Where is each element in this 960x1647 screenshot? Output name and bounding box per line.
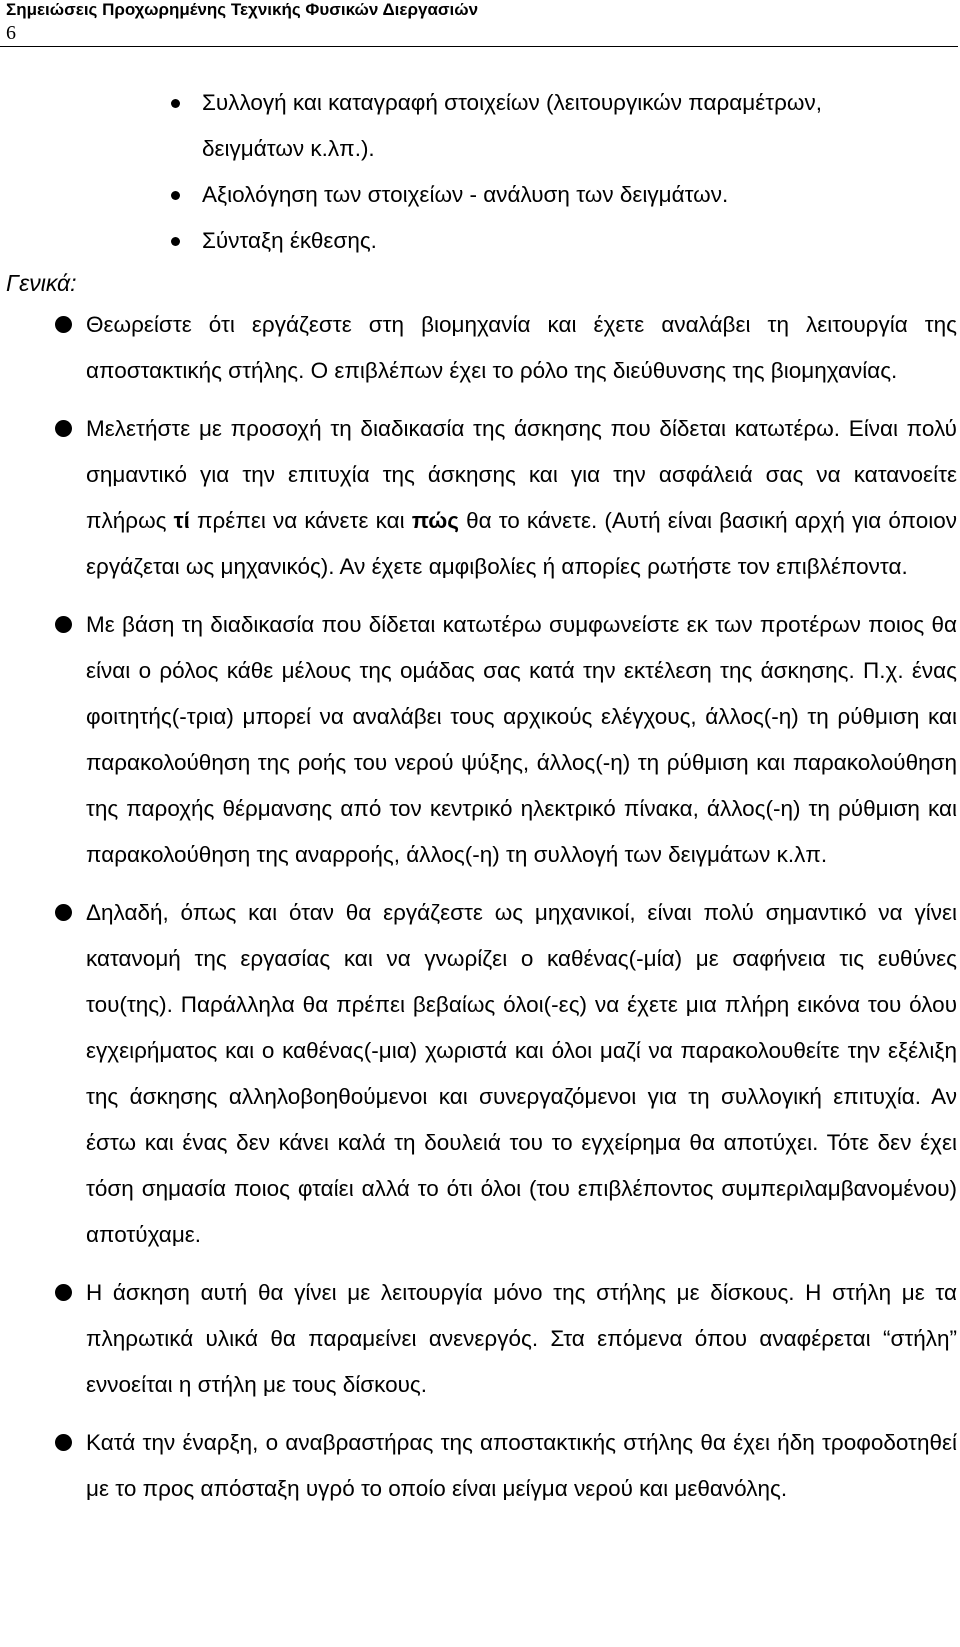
section-heading-general: Γενικά: (6, 270, 77, 296)
bullet-icon (55, 1434, 72, 1451)
bullet-icon (55, 316, 72, 333)
list-item (0, 80, 960, 172)
list-item-text: Η άσκηση αυτή θα γίνει με λειτουργία μόνο της στήλης με δίσκους. Η στήλη με τα πληρωτικά υλικά θα παραμείνει ανενεργός. Στα επόμενα όπου αναφέρεται “στήλη” εννοείται η στήλη με τους δίσκους. (86, 1280, 957, 1397)
bullet-icon (55, 616, 72, 633)
general-notes-list (0, 302, 960, 1524)
bullet-icon (55, 904, 72, 921)
procedure-steps-list (0, 80, 960, 264)
list-item (0, 1420, 957, 1512)
list-item (0, 602, 957, 878)
page-number: 6 (6, 22, 16, 44)
list-item-text: Αξιολόγηση των στοιχείων - ανάλυση των δειγμάτων. (202, 182, 729, 207)
list-item (0, 406, 957, 590)
list-item-text: Με βάση τη διαδικασία που δίδεται κατωτέρω συμφωνείστε εκ των προτέρων ποιος θα είναι ο ρόλος κάθε μέλους της ομάδας σας κατά την εκτέλεση της άσκησης. Π.χ. ένας φοιτητής(-τρια) μπορεί να αναλάβει τους αρχικούς ελέγχους, άλλος(-η) τη ρύθμιση και παρακολούθηση της ροής του νερού ψύξης, άλλος(-η) τη ρύθμιση και παρακολούθηση της παροχής θέρμανσης από τον κεντρικό ηλεκτρικό πίνακα, άλλος(-η) τη ρύθμιση και παρακολούθηση της αναρροής, άλλος(-η) τη συλλογή των δειγμάτων κ.λπ. (86, 612, 957, 867)
list-item-text: Κατά την έναρξη, ο αναβραστήρας της αποστακτικής στήλης θα έχει ήδη τροφοδοτηθεί με το προς απόσταξη υγρό το οποίο είναι μείγμα νερού και μεθανόλης. (86, 1430, 957, 1501)
bullet-icon (171, 191, 180, 200)
list-item (0, 890, 957, 1258)
list-item (0, 1270, 957, 1408)
page-header (0, 0, 958, 47)
emphasis-how: πώς (411, 508, 459, 533)
bullet-icon (55, 420, 72, 437)
bullet-icon (55, 1284, 72, 1301)
list-item-text: Θεωρείστε ότι εργάζεστε στη βιομηχανία και έχετε αναλάβει τη λειτουργία της αποστακτικής στήλης. Ο επιβλέπων έχει το ρόλο της διεύθυνσης της βιομηχανίας. (86, 312, 957, 383)
emphasis-what: τί (173, 508, 190, 533)
bullet-icon (171, 99, 180, 108)
list-item-text: Συλλογή και καταγραφή στοιχείων (λειτουργικών παραμέτρων, δειγμάτων κ.λπ.). (202, 90, 823, 161)
list-item (0, 218, 960, 264)
list-item-text: Δηλαδή, όπως και όταν θα εργάζεστε ως μηχανικοί, είναι πολύ σημαντικό να γίνει κατανομή της εργασίας και να γνωρίζει ο καθένας(-μία) με σαφήνεια τις ευθύνες του(της). Παράλληλα θα πρέπει βεβαίως όλοι(-ες) να έχετε μια πλήρη εικόνα του όλου εγχειρήματος και ο καθένας(-μια) χωριστά και όλοι μαζί να παρακολουθείτε την εξέλιξη της άσκησης αλληλοβοηθούμενοι και συνεργαζόμενοι για τη συλλογική επιτυχία. Αν έστω και ένας δεν κάνει καλά τη δουλειά του το εγχείρημα θα αποτύχει. Τότε δεν έχει τόση σημασία ποιος φταίει αλλά το ότι όλοι (του επιβλέποντος συμπεριλαμβανομένου) αποτύχαμε. (86, 900, 957, 1247)
list-item-text: Σύνταξη έκθεσης. (202, 228, 377, 253)
list-item (0, 302, 957, 394)
list-item (0, 172, 960, 218)
list-item-text: Μελετήστε με προσοχή τη διαδικασία της άσκησης που δίδεται κατωτέρω. Είναι πολύ σημαντικό για την επιτυχία της άσκησης και για την ασφάλειά σας να κατανοείτε πλήρως τί πρέπει να κάνετε και πώς θα το κάνετε. (Αυτή είναι βασική αρχή για όποιον εργάζεται ως μηχανικός). Αν έχετε αμφιβολίες ή απορίες ρωτήστε τον επιβλέποντα. (86, 416, 958, 579)
document-title: Σημειώσεις Προχωρημένης Τεχνικής Φυσικών Διεργασιών (6, 0, 479, 19)
bullet-icon (171, 237, 180, 246)
